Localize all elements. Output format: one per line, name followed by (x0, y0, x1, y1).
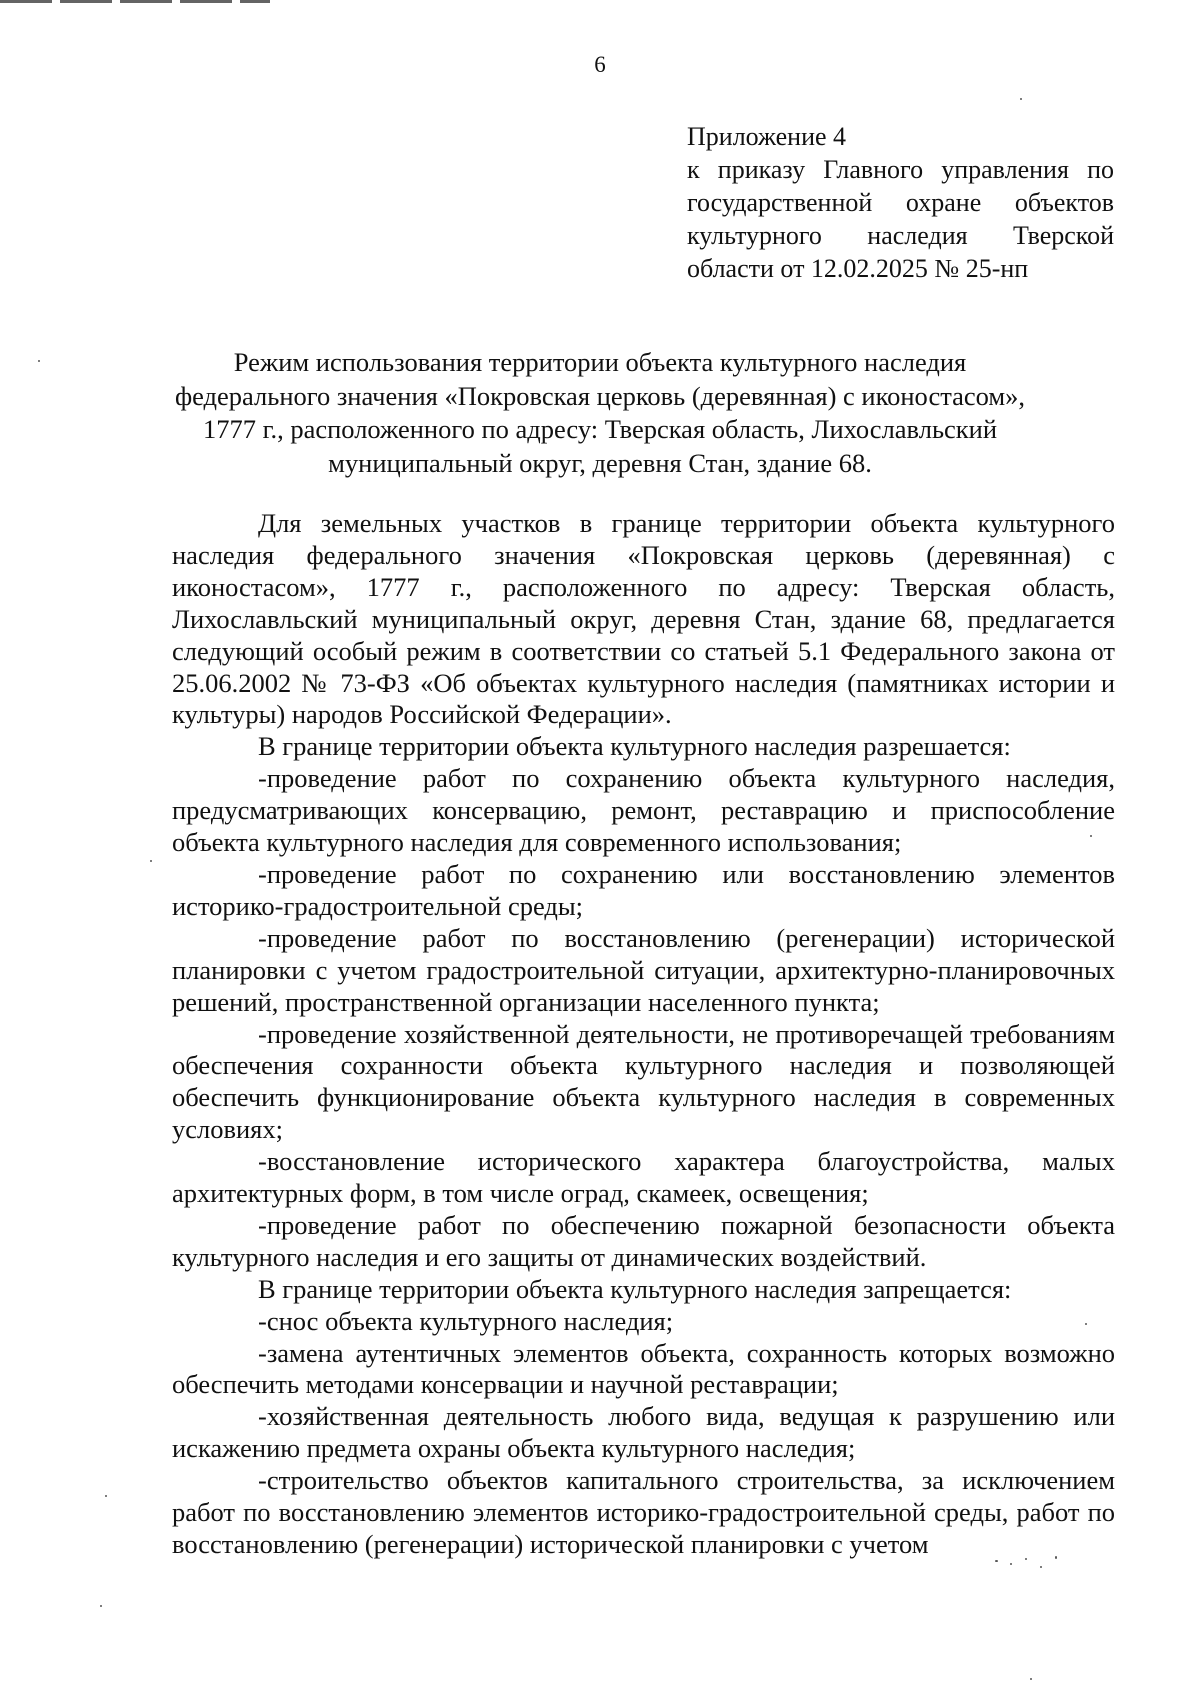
scan-artifact (0, 0, 270, 3)
list-item-allowed: -проведение работ по восстановлению (регенерации) исторической планировки с учетом градостроительной ситуации, архитектурно-планировочных решений, пространственной организации населенного пункта; (172, 922, 1115, 1017)
appendix-block (687, 120, 1114, 285)
paragraph-intro: Для земельных участков в границе территории объекта культурного наследия федерального значения «Покровская церковь (деревянная) с иконостасом», 1777 г., расположенного по адресу: Тверская область, Лихославльский муниципальный округ, деревня Стан, здание 68, предлагается следующий особый режим в соответствии со статьей 5.1 Федерального закона от 25.06.2002 № 73-ФЗ «Об объектах культурного наследия (памятниках истории и культуры) народов Российской Федерации». (172, 508, 1115, 730)
appendix-line: культурного наследия Тверской (687, 221, 1114, 250)
appendix-line: государственной охране объектов (687, 188, 1114, 217)
appendix-line: области от 12.02.2025 № 25-нп (687, 254, 1029, 283)
list-item-forbidden: -строительство объектов капитального строительства, за исключением работ по восстановлению элементов историко-градостроительной среды, работ по восстановлению (регенерации) исторической планировки с учетом (172, 1465, 1115, 1559)
title-line: 1777 г., расположенного по адресу: Тверская область, Лихославльский (202, 414, 998, 444)
list-item-forbidden: -снос объекта культурного наследия; (258, 1305, 674, 1336)
page-number: 6 (594, 52, 606, 77)
appendix-line: к приказу Главного управления по (687, 155, 1114, 184)
list-item-allowed: -проведение работ по сохранению объекта культурного наследия, предусматривающих консервацию, ремонт, реставрацию и приспособление объекта культурного наследия для современного использования; (172, 763, 1115, 858)
document-body (172, 508, 1115, 1561)
list-item-allowed: -проведение работ по обеспечению пожарной безопасности объекта культурного наследия и его защиты от динамических воздействий. (172, 1209, 1115, 1272)
list-item-allowed: -восстановление исторического характера благоустройства, малых архитектурных форм, в том числе оград, скамеек, освещения; (172, 1146, 1115, 1209)
paragraph-forbidden-heading: В границе территории объекта культурного наследия запрещается: (258, 1273, 1012, 1304)
paragraph-allowed-heading: В границе территории объекта культурного наследия разрешается: (258, 731, 1011, 762)
list-item-forbidden: -замена аутентичных элементов объекта, сохранность которых возможно обеспечить методами консервации и научной реставрации; (172, 1337, 1115, 1400)
title-line: муниципальный округ, деревня Стан, здание 68. (328, 447, 872, 478)
list-item-allowed: -проведение хозяйственной деятельности, не противоречащей требованиям обеспечения сохранности объекта культурного наследия и позволяющей обеспечить функционирование объекта культурного наследия в современных условиях; (172, 1018, 1115, 1145)
list-item-forbidden: -хозяйственная деятельность любого вида, ведущая к разрушению или искажению предмета охраны объекта культурного наследия; (172, 1401, 1115, 1464)
list-item-allowed: -проведение работ по сохранению или восстановлению элементов историко-градостроительной среды; (172, 858, 1115, 921)
document-title (150, 346, 1050, 480)
appendix-line: Приложение 4 (687, 122, 847, 151)
title-line: Режим использования территории объекта культурного наследия (233, 347, 967, 377)
title-line: федерального значения «Покровская церковь (деревянная) с иконостасом», (174, 380, 1026, 411)
